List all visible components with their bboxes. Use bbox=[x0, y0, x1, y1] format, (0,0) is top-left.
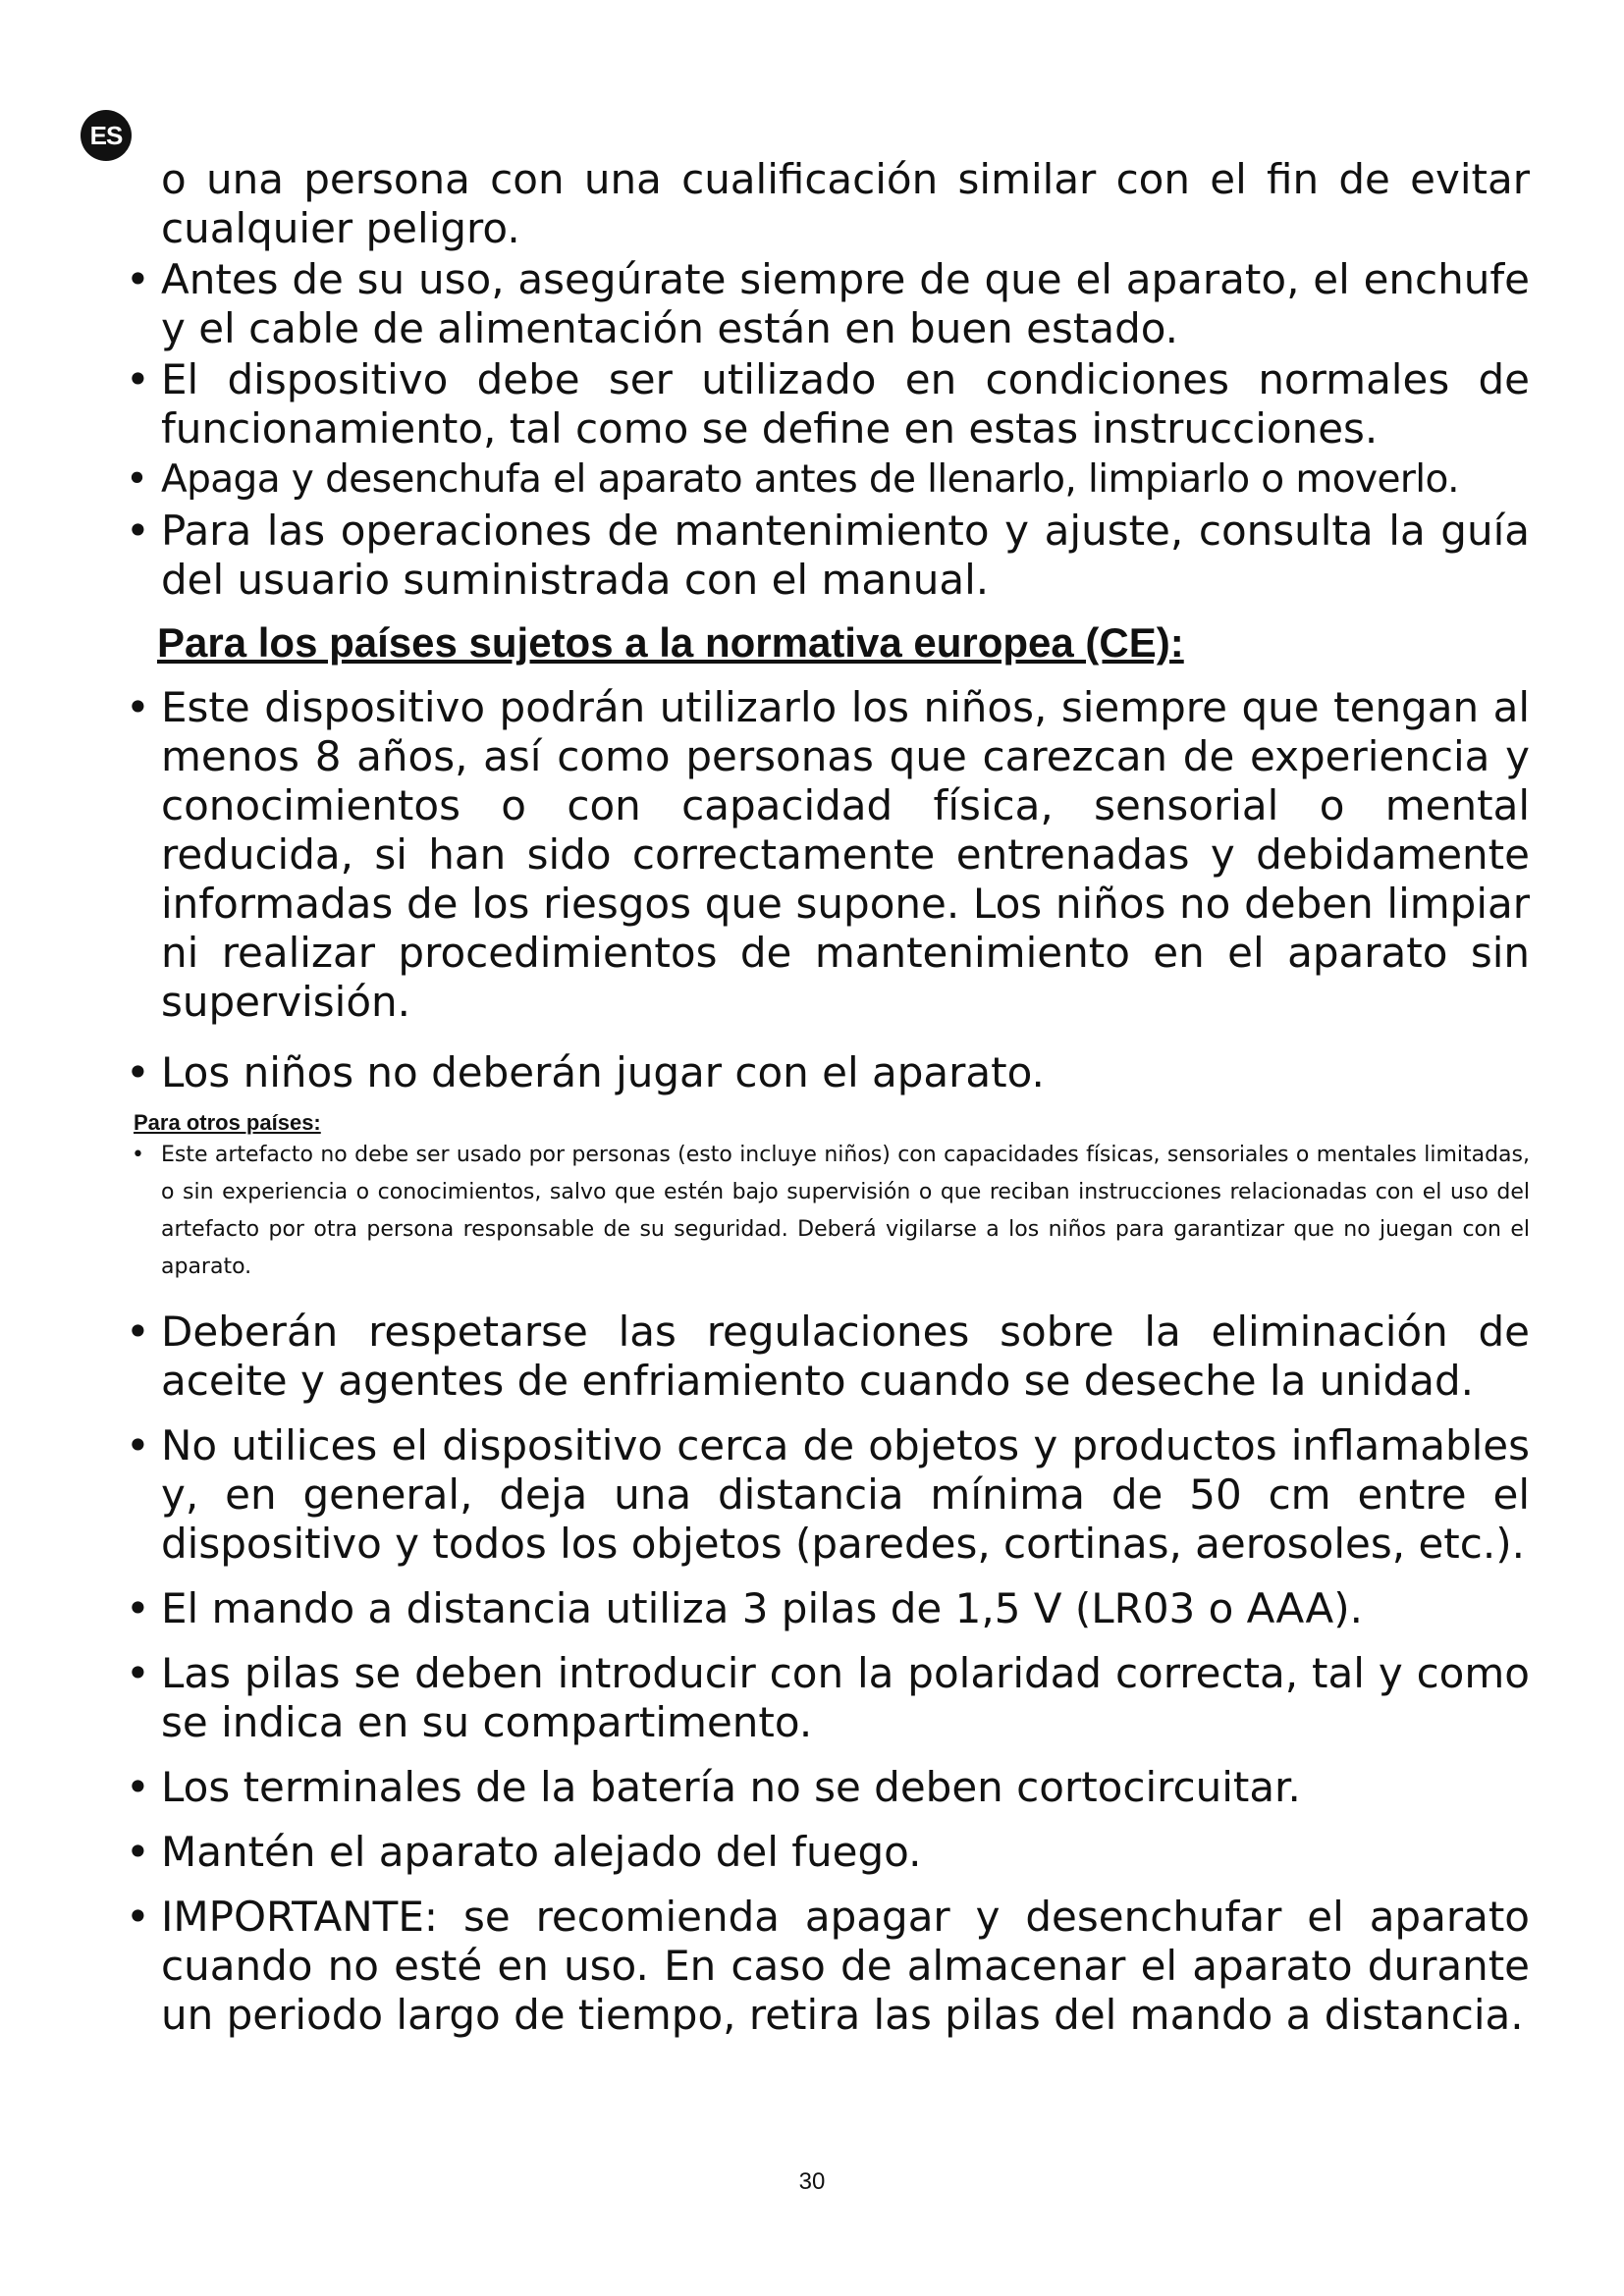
list-item-text: Deberán respetarse las regulaciones sobre la eliminación de aceite y agentes de enfriamiento cuando se deseche la unidad. bbox=[161, 1308, 1530, 1405]
list-item bbox=[126, 255, 1530, 353]
list-item-text: No utilices el dispositivo cerca de objetos y productos inflamables y, en general, deja una distancia mínima de 50 cm entre el dispositivo y todos los objetos (paredes, cortinas, aerosoles, etc.). bbox=[161, 1421, 1530, 1568]
list-item bbox=[126, 1421, 1530, 1569]
list-item bbox=[126, 355, 1530, 454]
list-item bbox=[126, 1308, 1530, 1406]
list-item bbox=[126, 1584, 1530, 1633]
page-content bbox=[126, 155, 1530, 2040]
bullet-icon: • bbox=[126, 355, 150, 403]
bullet-icon: • bbox=[126, 1048, 150, 1096]
page-number: 30 bbox=[798, 2168, 826, 2195]
list-item bbox=[126, 455, 1530, 505]
bullet-icon: • bbox=[132, 1143, 144, 1167]
list-item bbox=[126, 1763, 1530, 1812]
list-item-text: Los terminales de la batería no se deben cortocircuitar. bbox=[161, 1763, 1301, 1811]
bullet-icon: • bbox=[126, 1763, 150, 1811]
list-item-text: Este artefacto no debe ser usado por personas (esto incluye niños) con capacidades físicas, sensoriales o mentales limitadas, o sin experiencia o conocimientos, salvo que estén bajo supervisión o que reciban instrucciones relacionadas con el uso del artefacto por otra persona responsable de su seguridad. Deberá vigilarse a los niños para garantizar que no juegan con el aparato. bbox=[161, 1143, 1530, 1279]
list-item-text: Para las operaciones de mantenimiento y ajuste, consulta la guía del usuario suministrada con el manual. bbox=[161, 507, 1530, 604]
list-item-text: Este dispositivo podrán utilizarlo los niños, siempre que tengan al menos 8 años, así como personas que carezcan de experiencia y conocimientos o con capacidad física, sensorial o mental reducida, si han sido correctamente entrenadas y debidamente informadas de los riesgos que supone. Los niños no deben limpiar ni realizar procedimientos de mantenimiento en el aparato sin supervisión. bbox=[161, 683, 1530, 1026]
other-countries-heading: Para otros países: bbox=[134, 1110, 321, 1135]
bullet-icon: • bbox=[126, 1308, 150, 1356]
bullet-icon: • bbox=[126, 1649, 150, 1697]
list-item-text: Antes de su uso, asegúrate siempre de que el aparato, el enchufe y el cable de alimentación están en buen estado. bbox=[161, 255, 1530, 352]
intro-paragraph: o una persona con una cualificación similar con el fin de evitar cualquier peligro. bbox=[161, 155, 1530, 252]
list-item-text: IMPORTANTE: se recomienda apagar y desenchufar el aparato cuando no esté en uso. En caso de almacenar el aparato durante un periodo largo de tiempo, retira las pilas del mando a distancia. bbox=[161, 1893, 1530, 2039]
list-item bbox=[126, 1048, 1530, 1097]
list-item bbox=[126, 1828, 1530, 1877]
bullet-icon: • bbox=[126, 1584, 150, 1632]
list-item-text: Las pilas se deben introducir con la polaridad correcta, tal y como se indica en su compartimento. bbox=[161, 1649, 1530, 1746]
list-item bbox=[126, 683, 1530, 1027]
bullet-icon: • bbox=[126, 255, 150, 303]
list-item bbox=[126, 507, 1530, 605]
bullet-icon: • bbox=[126, 457, 148, 502]
ce-section-heading: Para los países sujetos a la normativa europea (CE): bbox=[157, 619, 1184, 666]
bullet-icon: • bbox=[126, 507, 150, 555]
language-badge: ES bbox=[81, 110, 132, 161]
list-item-text: Los niños no deberán jugar con el aparato. bbox=[161, 1048, 1045, 1096]
bullet-icon: • bbox=[126, 1893, 150, 1941]
list-item bbox=[126, 1649, 1530, 1747]
list-item-text: Mantén el aparato alejado del fuego. bbox=[161, 1828, 922, 1876]
list-item-text: El dispositivo debe ser utilizado en condiciones normales de funcionamiento, tal como se define en estas instrucciones. bbox=[161, 355, 1530, 453]
bullet-icon: • bbox=[126, 683, 150, 731]
list-item bbox=[126, 1893, 1530, 2040]
bullet-icon: • bbox=[126, 1828, 150, 1876]
bullet-icon: • bbox=[126, 1421, 150, 1469]
list-item bbox=[126, 1137, 1530, 1286]
list-item-text: El mando a distancia utiliza 3 pilas de 1,5 V (LR03 o AAA). bbox=[161, 1584, 1363, 1632]
list-item-text: Apaga y desenchufa el aparato antes de llenarlo, limpiarlo o moverlo. bbox=[161, 457, 1459, 502]
